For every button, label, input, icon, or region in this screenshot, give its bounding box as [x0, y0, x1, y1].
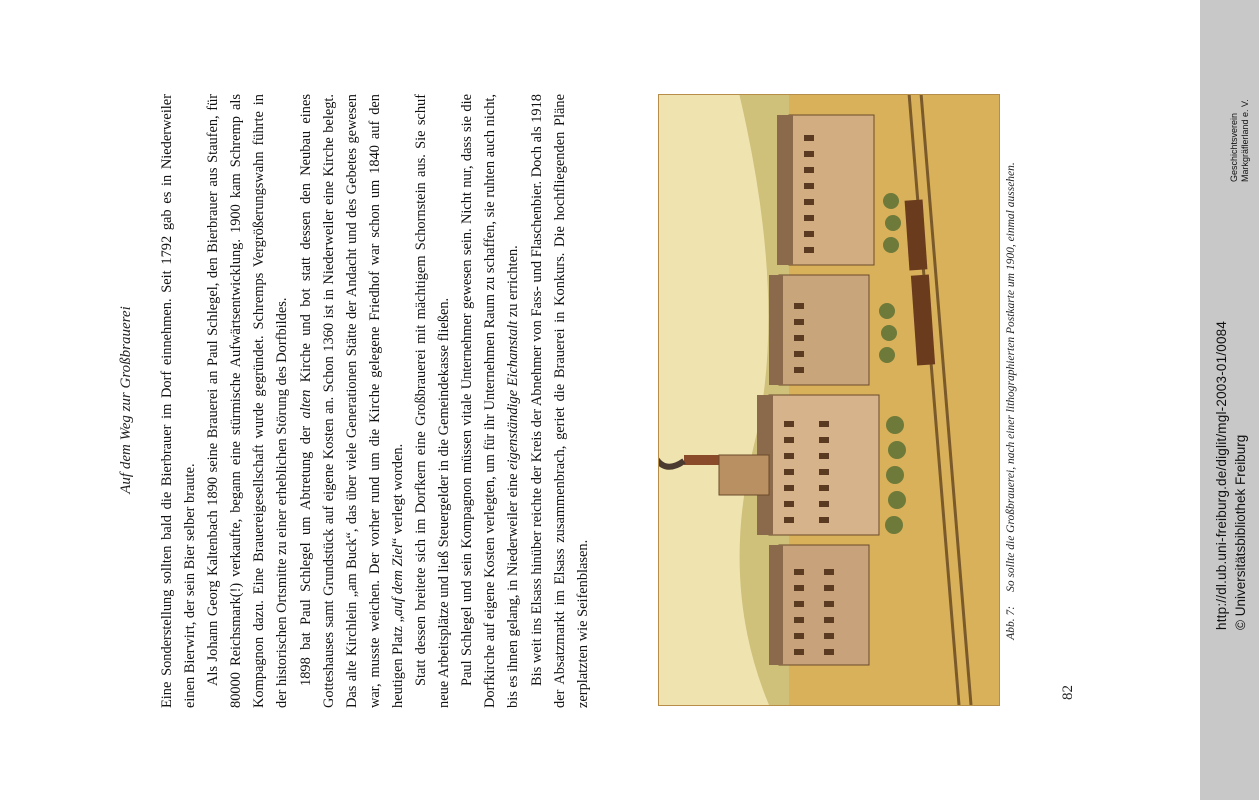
body-paragraph	[456, 94, 525, 708]
copyright-text: © Universitätsbibliothek Freiburg	[1233, 434, 1248, 630]
organization-line-1: Geschichtsverein	[1229, 112, 1239, 182]
caption-text: So sollte die Großbrauerei, nach einer lithographierten Postkarte um 1900, einmal aussehen.	[1005, 162, 1017, 592]
body-paragraph	[295, 94, 410, 708]
italic-text: auf dem Ziel	[389, 544, 406, 617]
organization-name	[1229, 99, 1251, 182]
text-segment: Paul Schlegel und sein Kompagnon müssen vitale Unternehmer gewesen sein. Nicht nur, dass sie die Dorfkirche auf eigene Kosten verlegten, um für ihr Unternehmen Raum zu schaffen, sie ruhten auch nicht, bis es ihnen gelang, in Niederweiler eine	[459, 94, 522, 708]
viewer-sidebar	[1200, 0, 1259, 800]
text-segment: 1898 bat Paul Schlegel um Abtretung der	[297, 418, 314, 686]
body-text	[156, 94, 595, 708]
body-paragraph	[202, 94, 294, 708]
italic-text: eigenständige Eichanstalt	[505, 320, 522, 470]
text-segment: Als Johann Georg Kaltenbach 1890 seine Brauerei an Paul Schlegel, den Bierbrauer aus Staufen, für 80000 Reichsmark(!) verkaufte, begann eine stürmische Aufwärtsentwicklung. 1900 kam Schremp als Kompagnon dazu. Eine Brauereigesellschaft wurde gegründet. Schremps Vergrößerungswahn führte in der historischen Ortsmitte zu einer erheblichen Störung des Dorfbildes.	[205, 94, 291, 708]
text-segment: “ verlegt worden.	[389, 443, 406, 545]
figure-caption	[1002, 94, 1020, 708]
text-segment: zu errichten.	[505, 245, 522, 321]
body-paragraph	[526, 94, 595, 708]
brewery-lithograph-image	[659, 94, 1000, 705]
page-number: 82	[1060, 685, 1076, 700]
running-head: Auf dem Weg zur Großbrauerei	[118, 306, 134, 494]
organization-line-2: Markgräflerland e. V.	[1240, 99, 1250, 182]
source-url-link[interactable]: http://dl.ub.uni-freiburg.de/diglit/mgl-2003-01/0084	[1214, 320, 1229, 630]
italic-text: alten	[297, 389, 314, 419]
body-paragraph	[410, 94, 456, 708]
text-segment: Kirche und bot statt dessen den Neubau eines Gotteshauses samt Grundstück auf eigene Kosten an. Schon 1360 ist in Niederweiler eine Kirche belegt. Das alte Kirchlein „am Buck“, das über viele Generationen Stätte der Andacht und des Gebetes gewesen war, musste weichen. Der vorher rund um die Kirche gelegene Friedhof war schon um 1840 auf den heutigen Platz „	[297, 94, 406, 708]
brewery-illustration	[658, 94, 1000, 706]
text-segment: Bis weit ins Elsass hinüber reichte der Kreis der Abnehmer von Fass- und Flaschenbier. Doch als 1918 der Absatzmarkt im Elsass zusammenbrach, geriet die Brauerei in Konkurs. Die hochfliegenden Pläne zerplatzten wie Seifenblasen.	[528, 94, 591, 708]
text-segment: Eine Sonderstellung sollten bald die Bierbrauer im Dorf einnehmen. Seit 1792 gab es in Niederweiler einen Bierwirt, der sein Bier selber braute.	[159, 94, 199, 708]
text-segment: Statt dessen breitete sich im Dorfkern eine Großbrauerei mit mächtigem Schornstein aus. Sie schuf neue Arbeitsplätze und ließ Steuergelder in die Gemeindekasse fließen.	[413, 94, 453, 708]
caption-label: Abb. 7:	[1005, 605, 1017, 640]
body-paragraph	[156, 94, 202, 708]
sidebar-rotated-text	[1200, 0, 1259, 800]
